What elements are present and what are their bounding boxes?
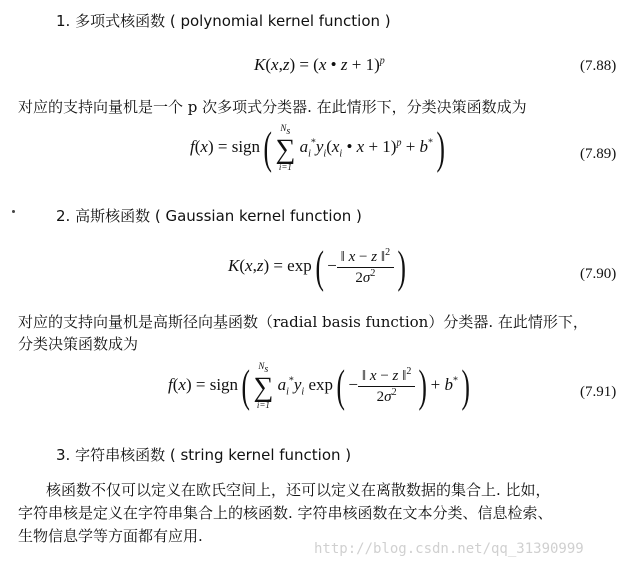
paragraph-3-line-1: 核函数不仅可以定义在欧氏空间上，还可以定义在离散数据的集合上. 比如， <box>46 481 551 499</box>
section-1-heading: 1. 多项式核函数 ( polynomial kernel function ) <box>56 12 391 30</box>
equation-number: (7.88) <box>580 58 617 74</box>
paragraph-3-line-2: 字符串核是定义在字符串集合上的核函数. 字符串核函数在文本分类、信息检索、 <box>18 504 553 522</box>
paragraph-2-line-2: 分类决策函数成为 <box>18 335 139 353</box>
equation-number: (7.90) <box>580 266 617 282</box>
section-3-heading: 3. 字符串核函数 ( string kernel function ) <box>56 446 352 464</box>
equation-number: (7.89) <box>580 146 617 162</box>
watermark: http://blog.csdn.net/qq_31390999 <box>314 541 584 557</box>
equation-7-91: f(x) = sign( $N_s$ ∑ i=1 $a_i^*y_i$ exp( − $\frac{‖ x - z ‖^2}{2\sigma^2}$ ) + b*) <box>168 360 470 412</box>
paragraph-2-line-1: 对应的支持向量机是高斯径向基函数（radial basis function）分类器. 在此情形下， <box>18 313 588 331</box>
equation-7-90: K(x,z) = exp( − $\frac{‖ x - z ‖^2}{2\sigma^2}$ ) <box>228 241 406 292</box>
paragraph-1: 对应的支持向量机是一个 p 次多项式分类器. 在此情形下，分类决策函数成为 <box>18 98 527 116</box>
equation-number: (7.91) <box>580 384 617 400</box>
equation-7-88: K(x,z) = (x • z + 1)$^p$ <box>254 55 385 74</box>
paragraph-3-line-3: 生物信息学等方面都有应用. <box>18 527 203 545</box>
section-2-heading: 2. 高斯核函数 ( Gaussian kernel function ) <box>56 207 362 225</box>
speck <box>12 210 15 213</box>
equation-7-89: f(x) = sign( $N_s$ ∑ i=1 $a_i^*y_i(x_i$ • x + 1)$^p$ + b*) <box>190 122 445 174</box>
